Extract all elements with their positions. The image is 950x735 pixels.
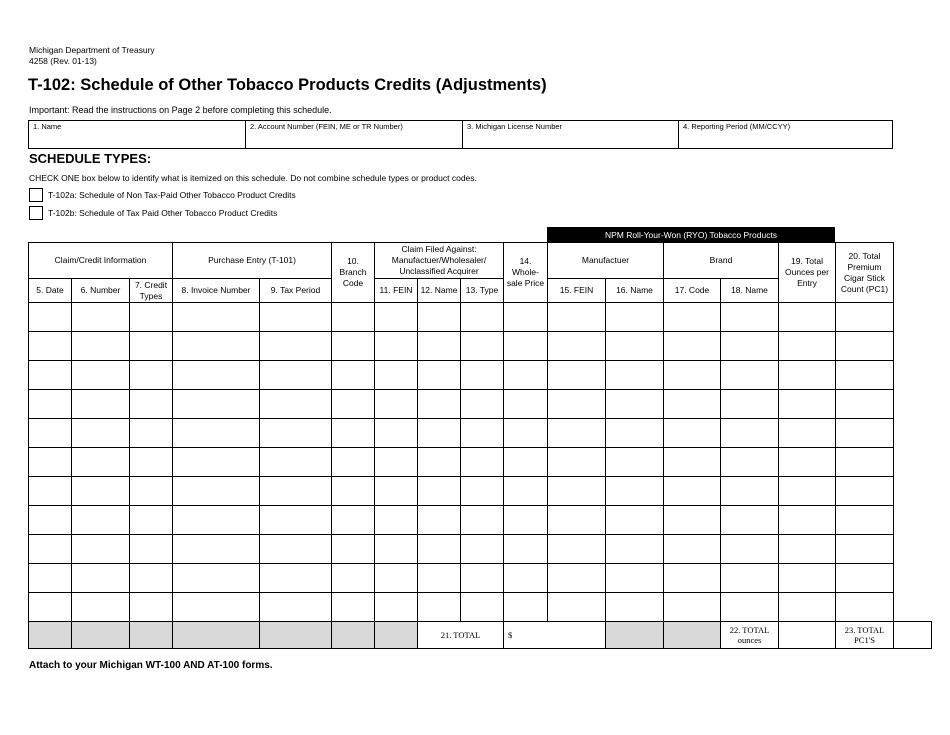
entry-cell[interactable] — [418, 361, 461, 390]
page-title: T-102: Schedule of Other Tobacco Products Credits (Adjustments) — [28, 76, 547, 94]
entry-cell[interactable] — [504, 361, 548, 390]
row-spacer — [894, 477, 932, 506]
entry-cell[interactable] — [375, 506, 418, 535]
credit-types-header: 7. Credit Types — [130, 279, 173, 303]
entry-cell[interactable] — [461, 361, 504, 390]
entry-cell[interactable] — [779, 390, 836, 419]
entry-cell[interactable] — [779, 506, 836, 535]
entry-cell[interactable] — [332, 564, 375, 593]
entry-cell[interactable] — [260, 361, 332, 390]
entry-cell[interactable] — [836, 419, 894, 448]
form-revision: 4258 (Rev. 01-13) — [29, 56, 97, 66]
entry-cell[interactable] — [779, 332, 836, 361]
entry-cell[interactable] — [504, 564, 548, 593]
row-spacer — [894, 419, 932, 448]
entry-cell[interactable] — [721, 361, 779, 390]
entry-cell[interactable] — [461, 390, 504, 419]
entry-cell[interactable] — [606, 535, 664, 564]
entry-cell[interactable] — [779, 535, 836, 564]
entry-cell[interactable] — [504, 390, 548, 419]
entry-cell[interactable] — [606, 390, 664, 419]
entry-cell[interactable] — [418, 303, 461, 332]
entry-cell[interactable] — [173, 332, 260, 361]
entry-cell[interactable] — [548, 332, 606, 361]
manufacturer-name-header: 16. Name — [606, 279, 664, 303]
entry-cell[interactable] — [260, 303, 332, 332]
entry-cell[interactable] — [260, 593, 332, 622]
entry-cell[interactable] — [130, 390, 173, 419]
entry-cell[interactable] — [375, 332, 418, 361]
total-23-value-field[interactable] — [894, 622, 932, 649]
attach-instruction: Attach to your Michigan WT-100 AND AT-100 forms. — [29, 660, 273, 671]
invoice-number-header: 8. Invoice Number — [173, 279, 260, 303]
entry-cell[interactable] — [721, 506, 779, 535]
brand-header: Brand — [664, 243, 779, 279]
entry-cell[interactable] — [29, 390, 72, 419]
purchase-entry-header: Purchase Entry (T-101) — [173, 243, 332, 279]
entry-cell[interactable] — [332, 535, 375, 564]
identification-fields — [28, 120, 893, 149]
entry-cell[interactable] — [461, 332, 504, 361]
entry-cell[interactable] — [606, 477, 664, 506]
total-shaded-cell — [130, 622, 173, 649]
row-spacer — [894, 390, 932, 419]
entry-cell[interactable] — [72, 506, 130, 535]
entry-cell[interactable] — [461, 506, 504, 535]
row-spacer — [894, 535, 932, 564]
entry-cell[interactable] — [29, 419, 72, 448]
entry-cell[interactable] — [504, 477, 548, 506]
entry-cell[interactable] — [375, 477, 418, 506]
entry-cell[interactable] — [548, 390, 606, 419]
entry-cell[interactable] — [606, 361, 664, 390]
entry-rows — [29, 303, 932, 622]
entry-cell[interactable] — [29, 361, 72, 390]
entry-cell[interactable] — [548, 303, 606, 332]
claim-credit-header: Claim/Credit Information — [29, 243, 173, 279]
entry-cell[interactable] — [260, 535, 332, 564]
entry-cell[interactable] — [461, 419, 504, 448]
total-shaded-cell — [375, 622, 418, 649]
entry-cell[interactable] — [130, 506, 173, 535]
entry-cell[interactable] — [375, 390, 418, 419]
date-header: 5. Date — [29, 279, 72, 303]
entry-cell[interactable] — [548, 361, 606, 390]
entry-cell[interactable] — [664, 564, 721, 593]
entry-cell[interactable] — [836, 448, 894, 477]
t102b-checkbox[interactable] — [29, 206, 43, 220]
wholesale-price-header: 14. Whole-sale Price — [504, 243, 548, 303]
schedule-instruction: CHECK ONE box below to identify what is itemized on this schedule. Do not combine schedule types or product codes. — [29, 173, 477, 183]
entry-cell[interactable] — [721, 448, 779, 477]
total-ounces-header: 19. Total Ounces per Entry — [779, 243, 836, 303]
entry-cell[interactable] — [29, 332, 72, 361]
entry-cell[interactable] — [130, 593, 173, 622]
entry-cell[interactable] — [664, 303, 721, 332]
entry-cell[interactable] — [461, 448, 504, 477]
entry-cell[interactable] — [606, 564, 664, 593]
entry-cell[interactable] — [332, 332, 375, 361]
entry-cell[interactable] — [375, 419, 418, 448]
entry-cell[interactable] — [418, 448, 461, 477]
table-row — [29, 419, 932, 448]
entry-cell[interactable] — [836, 593, 894, 622]
entry-cell[interactable] — [664, 535, 721, 564]
entry-cell[interactable] — [836, 564, 894, 593]
entry-cell[interactable] — [332, 506, 375, 535]
header-spacer — [894, 279, 932, 303]
entry-cell[interactable] — [130, 361, 173, 390]
total-premium-header: 20. Total Premium Cigar Stick Count (PC1) — [836, 243, 894, 303]
entry-cell[interactable] — [130, 535, 173, 564]
entry-cell[interactable] — [72, 390, 130, 419]
table-row — [29, 506, 932, 535]
entry-cell[interactable] — [721, 535, 779, 564]
table-row — [29, 303, 932, 332]
entry-cell[interactable] — [418, 564, 461, 593]
row-spacer — [894, 303, 932, 332]
entry-cell[interactable] — [606, 506, 664, 535]
total-21-amount-field[interactable] — [504, 622, 606, 649]
entry-cell[interactable] — [418, 332, 461, 361]
entry-cell[interactable] — [130, 477, 173, 506]
entry-cell[interactable] — [504, 303, 548, 332]
account-number-field[interactable] — [246, 121, 463, 148]
table-row — [29, 535, 932, 564]
claim-fein-header: 11. FEIN — [375, 279, 418, 303]
entry-cell[interactable] — [173, 564, 260, 593]
reporting-period-field[interactable] — [679, 121, 892, 148]
entry-cell[interactable] — [504, 419, 548, 448]
entry-cell[interactable] — [375, 361, 418, 390]
entry-cell[interactable] — [606, 448, 664, 477]
row-spacer — [894, 332, 932, 361]
total-23-label: 23. TOTAL PC1'S — [836, 622, 894, 649]
entry-cell[interactable] — [375, 448, 418, 477]
entry-cell[interactable] — [173, 448, 260, 477]
entry-cell[interactable] — [130, 303, 173, 332]
total-shaded-cell — [332, 622, 375, 649]
t102a-checkbox[interactable] — [29, 188, 43, 202]
entry-cell[interactable] — [130, 332, 173, 361]
entry-cell[interactable] — [836, 303, 894, 332]
entry-cell[interactable] — [260, 506, 332, 535]
entry-cell[interactable] — [130, 448, 173, 477]
entry-cell[interactable] — [664, 506, 721, 535]
entry-cell[interactable] — [779, 593, 836, 622]
entry-cell[interactable] — [332, 419, 375, 448]
claim-filed-header: Claim Filed Against: Manufactuer/Wholesaler/ Unclassified Acquirer — [375, 243, 504, 279]
entry-cell[interactable] — [606, 419, 664, 448]
entry-cell[interactable] — [29, 448, 72, 477]
entry-cell[interactable] — [29, 477, 72, 506]
entry-cell[interactable] — [664, 390, 721, 419]
entry-cell[interactable] — [461, 564, 504, 593]
entry-cell[interactable] — [332, 477, 375, 506]
entry-cell[interactable] — [332, 303, 375, 332]
entry-cell[interactable] — [173, 419, 260, 448]
table-row — [29, 361, 932, 390]
reporting-period-label: 4. Reporting Period (MM/CCYY) — [683, 122, 791, 131]
entry-cell[interactable] — [418, 506, 461, 535]
entry-cell[interactable] — [836, 477, 894, 506]
entry-cell[interactable] — [606, 593, 664, 622]
total-shaded-cell — [29, 622, 72, 649]
entry-cell[interactable] — [173, 477, 260, 506]
entry-cell[interactable] — [72, 593, 130, 622]
entry-cell[interactable] — [29, 564, 72, 593]
table-row — [29, 448, 932, 477]
entry-cell[interactable] — [72, 564, 130, 593]
entry-cell[interactable] — [173, 506, 260, 535]
npm-banner: NPM Roll-Your-Won (RYO) Tobacco Products — [547, 227, 835, 243]
entry-cell[interactable] — [721, 593, 779, 622]
entry-cell[interactable] — [418, 419, 461, 448]
total-21-label: 21. TOTAL — [418, 622, 504, 649]
row-spacer — [894, 448, 932, 477]
entry-cell[interactable] — [504, 332, 548, 361]
entry-cell[interactable] — [130, 419, 173, 448]
entry-cell[interactable] — [836, 506, 894, 535]
name-field-label: 1. Name — [33, 122, 62, 131]
entry-cell[interactable] — [721, 477, 779, 506]
row-spacer — [894, 506, 932, 535]
entry-cell[interactable] — [173, 535, 260, 564]
entry-cell[interactable] — [173, 361, 260, 390]
entry-cell[interactable] — [72, 332, 130, 361]
entry-cell[interactable] — [721, 303, 779, 332]
account-number-label: 2. Account Number (FEIN, ME or TR Number) — [250, 122, 403, 131]
entry-cell[interactable] — [29, 593, 72, 622]
entry-cell[interactable] — [548, 477, 606, 506]
entry-cell[interactable] — [418, 535, 461, 564]
entry-cell[interactable] — [72, 448, 130, 477]
entry-cell[interactable] — [721, 419, 779, 448]
total-shaded-cell — [173, 622, 260, 649]
entry-cell[interactable] — [664, 477, 721, 506]
entry-cell[interactable] — [332, 593, 375, 622]
entry-cell[interactable] — [29, 506, 72, 535]
entry-cell[interactable] — [173, 593, 260, 622]
entry-cell[interactable] — [418, 593, 461, 622]
entry-cell[interactable] — [332, 448, 375, 477]
credits-table — [28, 242, 932, 649]
entry-cell[interactable] — [72, 361, 130, 390]
entry-cell[interactable] — [779, 361, 836, 390]
entry-cell[interactable] — [548, 448, 606, 477]
entry-cell[interactable] — [260, 390, 332, 419]
agency-block — [29, 45, 155, 67]
entry-cell[interactable] — [461, 593, 504, 622]
table-row — [29, 593, 932, 622]
name-field[interactable] — [29, 121, 246, 148]
entry-cell[interactable] — [375, 564, 418, 593]
branch-code-header: 10. Branch Code — [332, 243, 375, 303]
entry-cell[interactable] — [72, 303, 130, 332]
t102a-label: T-102a: Schedule of Non Tax-Paid Other Tobacco Product Credits — [48, 190, 296, 200]
entry-cell[interactable] — [375, 593, 418, 622]
brand-name-header: 18. Name — [721, 279, 779, 303]
table-row — [29, 390, 932, 419]
entry-cell[interactable] — [504, 448, 548, 477]
option-t102a — [29, 188, 296, 202]
total-shaded-cell — [606, 622, 664, 649]
entry-cell[interactable] — [375, 303, 418, 332]
important-note: Important: Read the instructions on Page 2 before completing this schedule. — [29, 105, 332, 115]
entry-cell[interactable] — [721, 564, 779, 593]
entry-cell[interactable] — [260, 564, 332, 593]
entry-cell[interactable] — [173, 303, 260, 332]
claim-type-header: 13. Type — [461, 279, 504, 303]
t102b-label: T-102b: Schedule of Tax Paid Other Tobacco Product Credits — [48, 208, 278, 218]
option-t102b — [29, 206, 277, 220]
entry-cell[interactable] — [461, 477, 504, 506]
license-number-field[interactable] — [463, 121, 679, 148]
total-22-value-field[interactable] — [779, 622, 836, 649]
entry-cell[interactable] — [779, 448, 836, 477]
entry-cell[interactable] — [173, 390, 260, 419]
entry-cell[interactable] — [72, 419, 130, 448]
entry-cell[interactable] — [779, 477, 836, 506]
table-row — [29, 564, 932, 593]
entry-cell[interactable] — [332, 390, 375, 419]
entry-cell[interactable] — [664, 361, 721, 390]
entry-cell[interactable] — [504, 535, 548, 564]
entry-cell[interactable] — [461, 535, 504, 564]
tax-period-header: 9. Tax Period — [260, 279, 332, 303]
entry-cell[interactable] — [260, 448, 332, 477]
total-shaded-cell — [664, 622, 721, 649]
entry-cell[interactable] — [504, 506, 548, 535]
dollar-sign: $ — [508, 630, 513, 640]
entry-cell[interactable] — [548, 419, 606, 448]
number-header: 6. Number — [72, 279, 130, 303]
entry-cell[interactable] — [721, 390, 779, 419]
entry-cell[interactable] — [461, 303, 504, 332]
brand-code-header: 17. Code — [664, 279, 721, 303]
entry-cell[interactable] — [29, 303, 72, 332]
total-shaded-cell — [72, 622, 130, 649]
claim-name-header: 12. Name — [418, 279, 461, 303]
entry-cell[interactable] — [375, 535, 418, 564]
header-spacer — [894, 243, 932, 279]
manufacturer-header: Manufactuer — [548, 243, 664, 279]
entry-cell[interactable] — [606, 303, 664, 332]
table-row — [29, 332, 932, 361]
entry-cell[interactable] — [779, 419, 836, 448]
entry-cell[interactable] — [418, 477, 461, 506]
total-22-label: 22. TOTAL ounces — [721, 622, 779, 649]
total-shaded-cell — [260, 622, 332, 649]
entry-cell[interactable] — [664, 332, 721, 361]
table-row — [29, 477, 932, 506]
entry-cell[interactable] — [260, 332, 332, 361]
entry-cell[interactable] — [418, 390, 461, 419]
entry-cell[interactable] — [548, 535, 606, 564]
manufacturer-fein-header: 15. FEIN — [548, 279, 606, 303]
entry-cell[interactable] — [664, 448, 721, 477]
entry-cell[interactable] — [664, 593, 721, 622]
entry-cell[interactable] — [260, 477, 332, 506]
entry-cell[interactable] — [332, 361, 375, 390]
entry-cell[interactable] — [606, 332, 664, 361]
entry-cell[interactable] — [548, 593, 606, 622]
entry-cell[interactable] — [72, 477, 130, 506]
entry-cell[interactable] — [721, 332, 779, 361]
entry-cell[interactable] — [548, 506, 606, 535]
entry-cell[interactable] — [72, 535, 130, 564]
schedule-types-heading: SCHEDULE TYPES: — [29, 151, 152, 166]
row-spacer — [894, 361, 932, 390]
row-spacer — [894, 564, 932, 593]
license-number-label: 3. Michigan License Number — [467, 122, 563, 131]
entry-cell[interactable] — [29, 535, 72, 564]
entry-cell[interactable] — [260, 419, 332, 448]
entry-cell[interactable] — [836, 361, 894, 390]
entry-cell[interactable] — [779, 564, 836, 593]
entry-cell[interactable] — [130, 564, 173, 593]
agency-name: Michigan Department of Treasury — [29, 45, 155, 55]
entry-cell[interactable] — [836, 390, 894, 419]
entry-cell[interactable] — [836, 535, 894, 564]
entry-cell[interactable] — [548, 564, 606, 593]
entry-cell[interactable] — [836, 332, 894, 361]
entry-cell[interactable] — [504, 593, 548, 622]
entry-cell[interactable] — [664, 419, 721, 448]
row-spacer — [894, 593, 932, 622]
entry-cell[interactable] — [779, 303, 836, 332]
